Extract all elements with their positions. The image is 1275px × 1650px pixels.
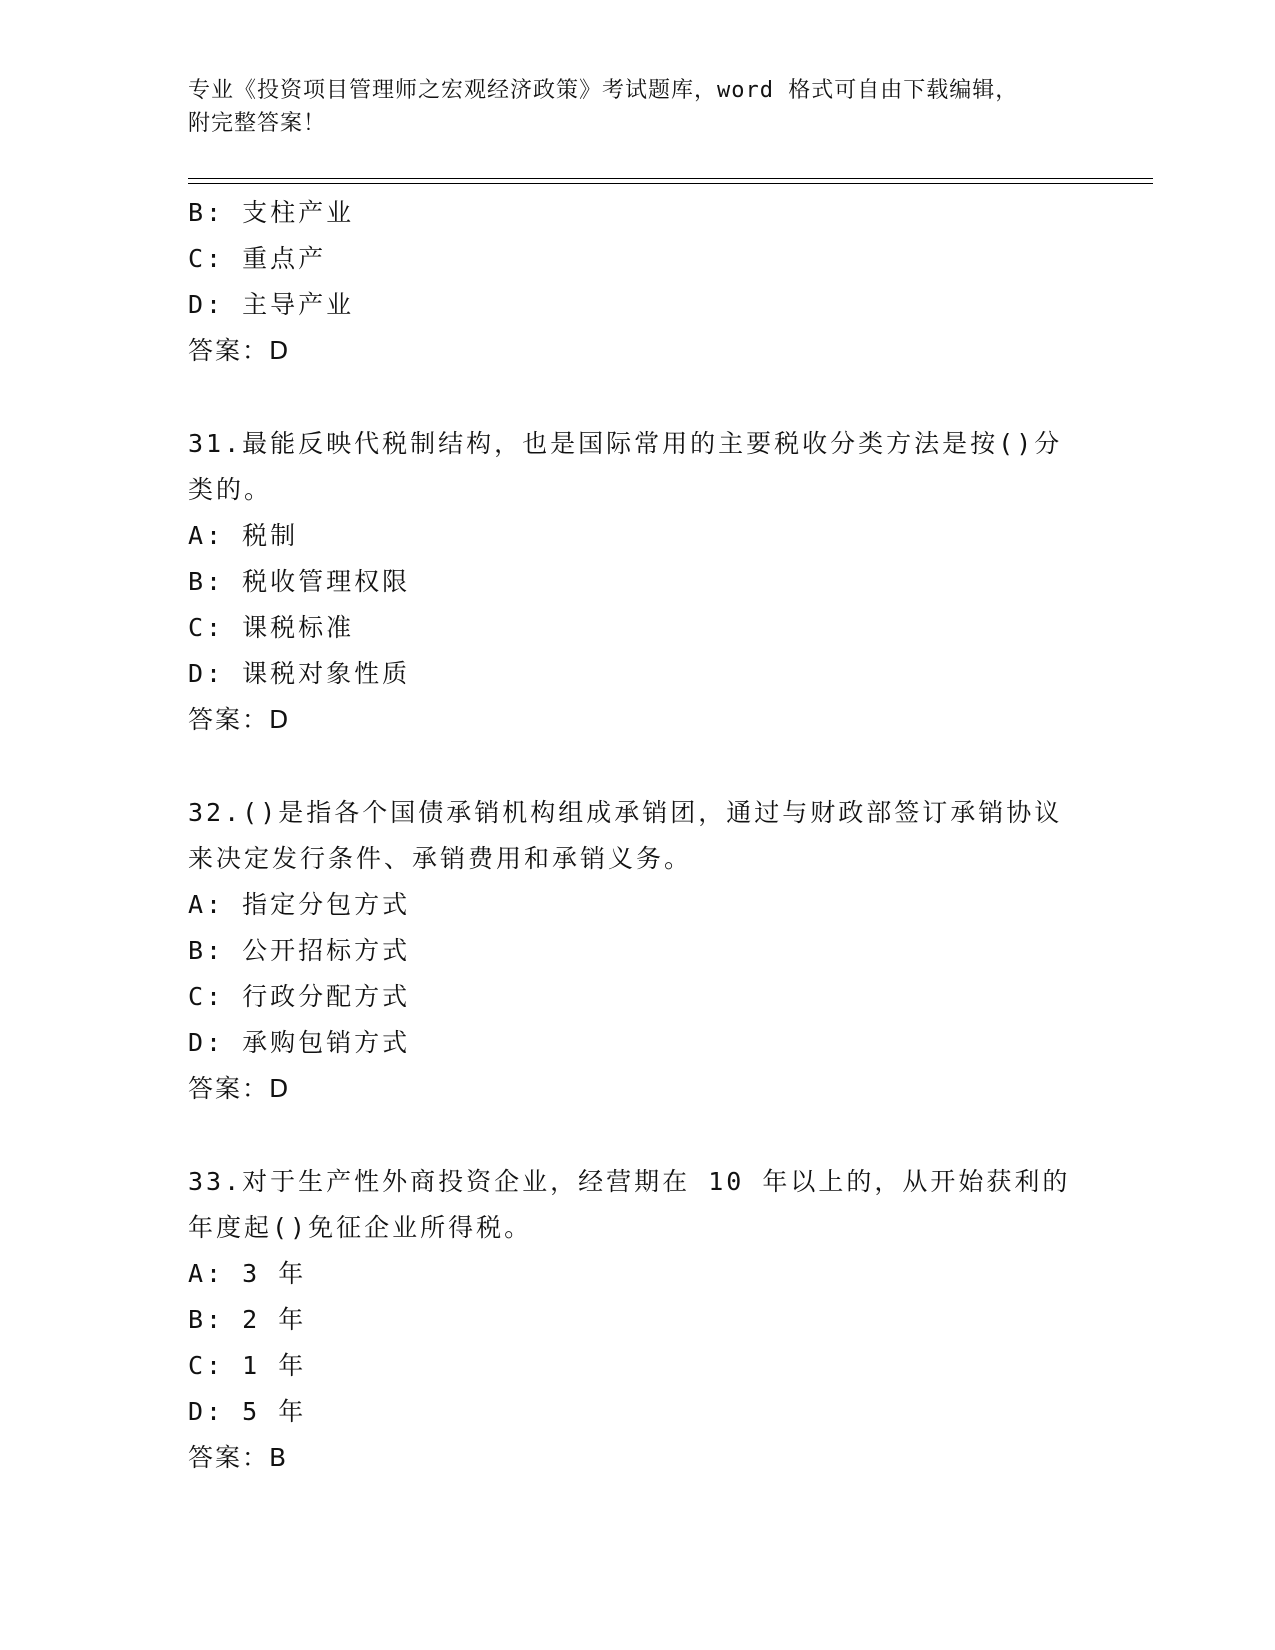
option-d: D: 承购包销方式 (188, 1028, 411, 1057)
option-b: B: 税收管理权限 (188, 567, 411, 596)
question-33 (188, 1159, 1088, 1481)
question-31 (188, 421, 1088, 743)
header-rule-bottom (188, 183, 1153, 184)
answer: 答案：B (188, 1443, 289, 1472)
question-stem-line-1: 33.对于生产性外商投资企业，经营期在 10 年以上的，从开始获利的 (188, 1167, 1071, 1196)
option-a: A: 指定分包方式 (188, 890, 411, 919)
answer: 答案：D (188, 705, 291, 734)
option-c: C: 1 年 (188, 1351, 307, 1380)
question-stem-line-1: 32.()是指各个国债承销机构组成承销团，通过与财政部签订承销协议 (188, 798, 1063, 827)
question-30-continued (188, 190, 1088, 374)
option-d: D: 课税对象性质 (188, 659, 411, 688)
option-b: B: 2 年 (188, 1305, 307, 1334)
answer: 答案：D (188, 1074, 291, 1103)
option-c: C: 课税标准 (188, 613, 355, 642)
question-stem-line-1: 31.最能反映代税制结构，也是国际常用的主要税收分类方法是按()分 (188, 429, 1063, 458)
spacer (188, 743, 1088, 790)
question-32 (188, 790, 1088, 1112)
option-b: B: 公开招标方式 (188, 936, 411, 965)
header-line-1: 专业《投资项目管理师之宏观经济政策》考试题库，word 格式可自由下载编辑， (188, 78, 1019, 103)
question-stem-line-2: 类的。 (188, 475, 273, 504)
question-list (188, 190, 1088, 1481)
question-stem-line-2: 来决定发行条件、承销费用和承销义务。 (188, 844, 693, 873)
document-header (188, 74, 1088, 140)
option-a: A: 税制 (188, 521, 299, 550)
spacer (188, 374, 1088, 421)
header-line-2: 附完整答案！ (188, 111, 327, 136)
option-c: C: 重点产 (188, 244, 327, 273)
spacer (188, 1112, 1088, 1159)
header-rule-top (188, 178, 1153, 179)
question-stem-line-2: 年度起()免征企业所得税。 (188, 1213, 533, 1242)
option-b: B: 支柱产业 (188, 198, 355, 227)
answer: 答案：D (188, 336, 291, 365)
option-d: D: 5 年 (188, 1397, 307, 1426)
option-d: D: 主导产业 (188, 290, 355, 319)
option-a: A: 3 年 (188, 1259, 307, 1288)
option-c: C: 行政分配方式 (188, 982, 411, 1011)
